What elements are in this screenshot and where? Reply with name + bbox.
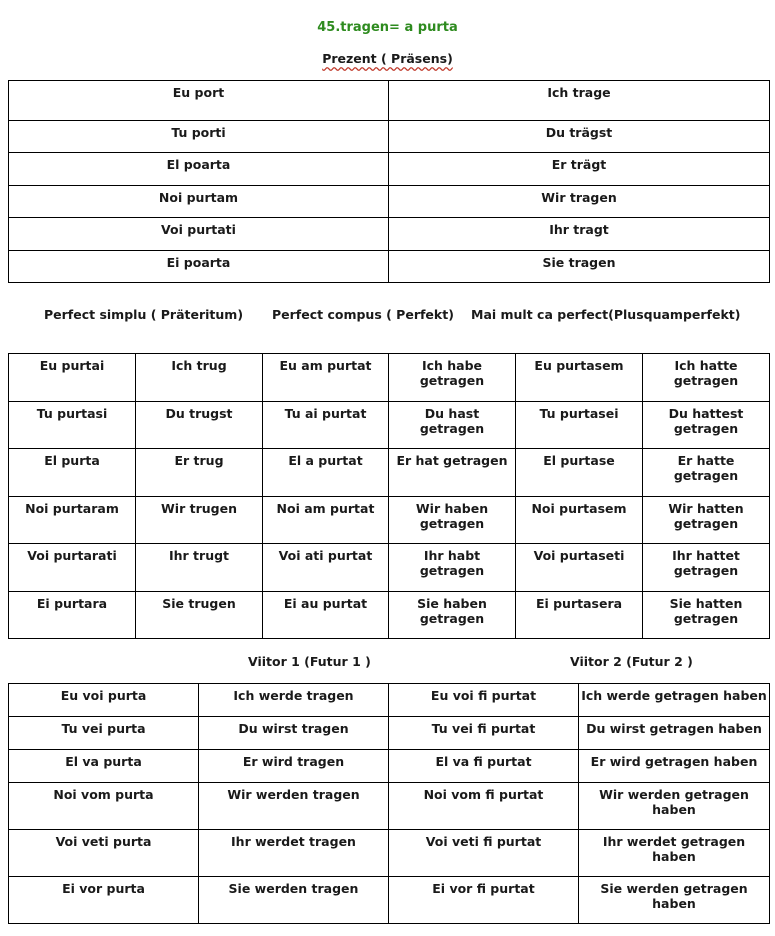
table-cell: Tu porti (9, 121, 389, 153)
table-row (9, 401, 770, 449)
table-cell: El va fi purtat (389, 750, 579, 783)
table-cell: Voi veti fi purtat (389, 830, 579, 877)
table-cell: Er hatte getragen (643, 449, 770, 497)
page-title: 45.tragen= a purta (317, 20, 458, 35)
table-row (9, 81, 770, 121)
table-cell: Du wirst tragen (199, 717, 389, 750)
perfect-heading: Perfect compus ( Perfekt) (272, 307, 454, 322)
table-cell: Du hast getragen (389, 401, 516, 449)
table-cell: Ich trug (136, 354, 263, 402)
table-cell: Tu purtasei (516, 401, 643, 449)
table-cell: Ich trage (389, 81, 770, 121)
table-cell: Ei purtara (9, 591, 136, 639)
table-cell: Ei vor fi purtat (389, 877, 579, 924)
table-cell: Wir werden getragen haben (579, 783, 770, 830)
table-cell: Voi ati purtat (263, 544, 389, 592)
table-cell: Voi purtati (9, 218, 389, 250)
table-cell: Eu am purtat (263, 354, 389, 402)
future-tenses-table (8, 683, 770, 924)
table-cell: Er wird tragen (199, 750, 389, 783)
table-row (9, 250, 770, 282)
table-cell: Wir haben getragen (389, 496, 516, 544)
table-cell: Noi purtam (9, 185, 389, 217)
table-cell: Tu vei fi purtat (389, 717, 579, 750)
table-cell: Wir trugen (136, 496, 263, 544)
table-cell: Du wirst getragen haben (579, 717, 770, 750)
table-cell: Wir tragen (389, 185, 770, 217)
table-cell: Er trug (136, 449, 263, 497)
table-cell: Ei vor purta (9, 877, 199, 924)
table-cell: Eu purtasem (516, 354, 643, 402)
future2-heading: Viitor 2 (Futur 2 ) (570, 654, 693, 669)
table-cell: Ich werde getragen haben (579, 684, 770, 717)
table-cell: El purta (9, 449, 136, 497)
table-row (9, 449, 770, 497)
table-row (9, 185, 770, 217)
table-cell: Ihr habt getragen (389, 544, 516, 592)
table-cell: Er wird getragen haben (579, 750, 770, 783)
table-cell: Ei poarta (9, 250, 389, 282)
table-cell: Tu vei purta (9, 717, 199, 750)
table-row (9, 121, 770, 153)
table-cell: Eu purtai (9, 354, 136, 402)
table-cell: Sie haben getragen (389, 591, 516, 639)
table-cell: El poarta (9, 153, 389, 185)
table-cell: Ei purtasera (516, 591, 643, 639)
table-cell: Eu voi purta (9, 684, 199, 717)
table-cell: Ich habe getragen (389, 354, 516, 402)
table-cell: El a purtat (263, 449, 389, 497)
table-cell: Ich hatte getragen (643, 354, 770, 402)
present-heading: Prezent ( Präsens) (322, 51, 453, 66)
table-cell: Ihr trugt (136, 544, 263, 592)
table-row (9, 354, 770, 402)
table-cell: Noi purtaram (9, 496, 136, 544)
table-cell: Ei au purtat (263, 591, 389, 639)
table-cell: Du trugst (136, 401, 263, 449)
table-row (9, 153, 770, 185)
table-row (9, 877, 770, 924)
table-row (9, 218, 770, 250)
table-cell: Voi purtarati (9, 544, 136, 592)
table-cell: Du hattest getragen (643, 401, 770, 449)
table-cell: Noi am purtat (263, 496, 389, 544)
table-row (9, 783, 770, 830)
table-cell: Ihr tragt (389, 218, 770, 250)
preterite-heading: Perfect simplu ( Präteritum) (44, 307, 244, 322)
table-row (9, 717, 770, 750)
table-row (9, 830, 770, 877)
table-cell: Ihr werdet getragen haben (579, 830, 770, 877)
table-cell: Tu purtasi (9, 401, 136, 449)
table-row (9, 591, 770, 639)
table-cell: Er hat getragen (389, 449, 516, 497)
table-row (9, 750, 770, 783)
table-cell: Wir werden tragen (199, 783, 389, 830)
table-cell: Eu voi fi purtat (389, 684, 579, 717)
table-cell: Er trägt (389, 153, 770, 185)
table-cell: Ich werde tragen (199, 684, 389, 717)
table-row (9, 684, 770, 717)
table-cell: Eu port (9, 81, 389, 121)
table-row (9, 496, 770, 544)
present-table (8, 80, 770, 283)
table-cell: Noi purtasem (516, 496, 643, 544)
future1-heading: Viitor 1 (Futur 1 ) (248, 654, 371, 669)
table-cell: El purtase (516, 449, 643, 497)
table-cell: Tu ai purtat (263, 401, 389, 449)
pluperfect-heading: Mai mult ca perfect(Plusquamperfekt) (471, 307, 741, 322)
table-cell: Sie werden getragen haben (579, 877, 770, 924)
table-cell: Ihr werdet tragen (199, 830, 389, 877)
table-cell: Noi vom purta (9, 783, 199, 830)
table-cell: Wir hatten getragen (643, 496, 770, 544)
table-cell: Du trägst (389, 121, 770, 153)
table-cell: Sie trugen (136, 591, 263, 639)
table-cell: Sie werden tragen (199, 877, 389, 924)
table-cell: Ihr hattet getragen (643, 544, 770, 592)
table-cell: Noi vom fi purtat (389, 783, 579, 830)
table-cell: El va purta (9, 750, 199, 783)
table-cell: Voi veti purta (9, 830, 199, 877)
table-cell: Voi purtaseti (516, 544, 643, 592)
past-tenses-table (8, 353, 770, 639)
table-cell: Sie tragen (389, 250, 770, 282)
table-row (9, 544, 770, 592)
table-cell: Sie hatten getragen (643, 591, 770, 639)
